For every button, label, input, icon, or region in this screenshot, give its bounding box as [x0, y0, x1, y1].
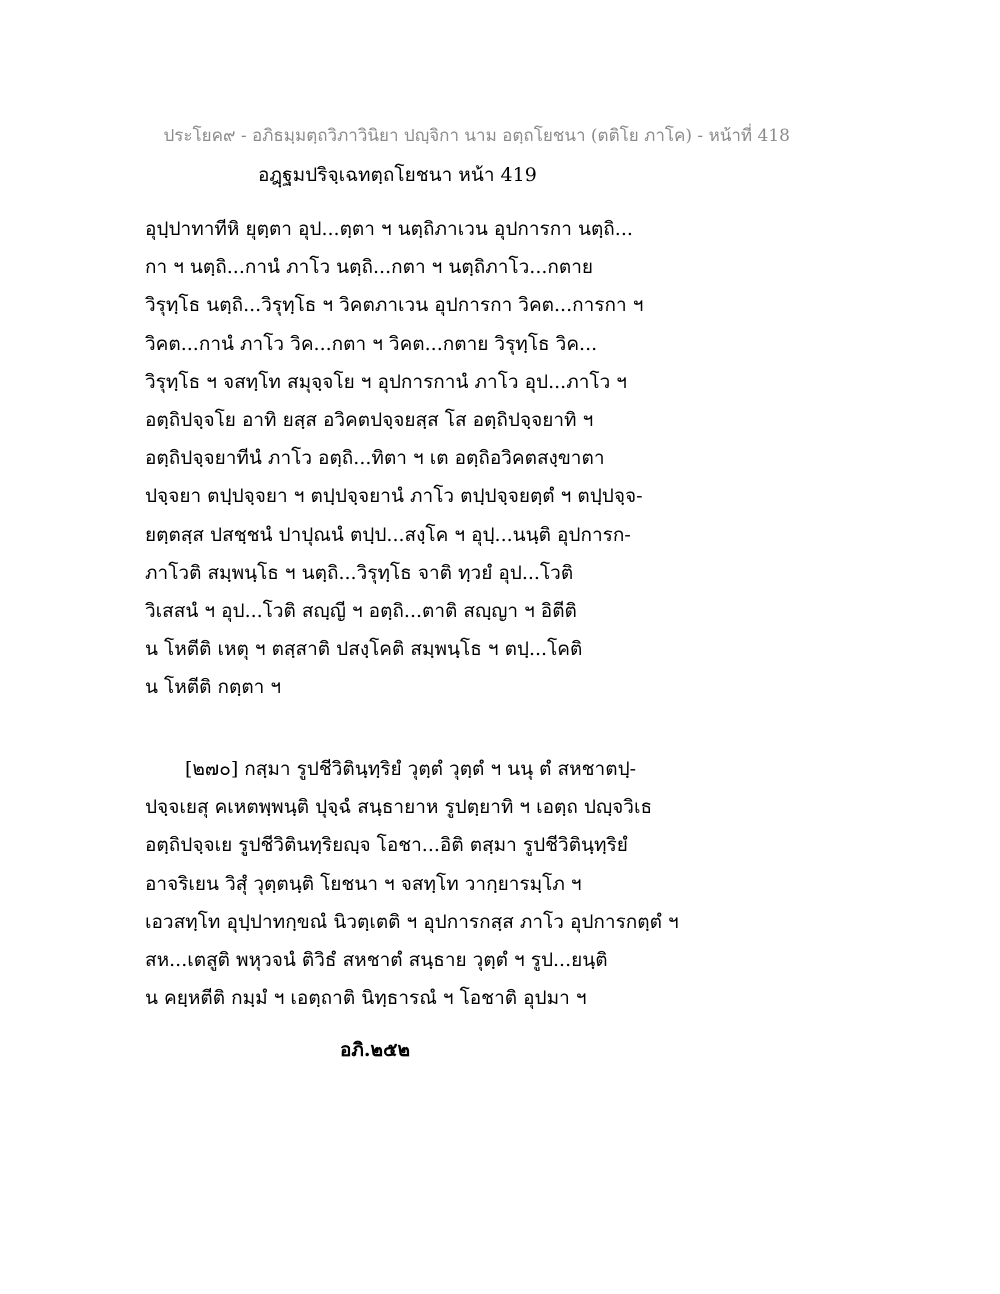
text-line: อาจริเยน วิสุํ วุตฺตนฺติ โยชนา ฯ จสทฺโท วากฺยารมฺโภ ฯ	[145, 872, 582, 895]
section-title: อฎฺฐมปริจฺเฉทตฺถโยชนา หน้า 419	[258, 164, 537, 186]
text-line: วิรุทฺโธ นตฺถิ...วิรุทฺโธ ฯ วิคตภาเวน อุปการกา วิคต...การกา ฯ	[145, 294, 644, 317]
text-line: น โหตีติ เหตุ ฯ ตสฺสาติ ปสงฺโคติ สมฺพนฺโธ ฯ ตปฺ...โคติ	[145, 638, 583, 661]
text-line: [๒๗๐] กสฺมา รูปชีวิตินฺทฺริยํ วุตฺตํ วุตฺตํ ฯ นนุ ตํ สหชาตปฺ-	[185, 758, 637, 780]
text-line: เอวสทฺโท อุปฺปาทกฺขณํ นิวตฺเตติ ฯ อุปการกสฺส ภาโว อุปการกตฺตํ ฯ	[145, 910, 679, 933]
text-line: ปจฺจยา ตปฺปจฺจยา ฯ ตปฺปจฺจยานํ ภาโว ตปฺปจฺจยตฺตํ ฯ ตปฺปจฺจ-	[145, 485, 643, 508]
text-line: ปจฺจเยสุ คเหตพฺพนฺติ ปุจฺฉํ สนฺธายาห รูปตฺยาทิ ฯ เอตฺถ ปญฺจวิเธ	[145, 796, 653, 819]
text-line: ยตฺตสฺส ปสชฺชนํ ปาปุณนํ ตปฺป...สงฺโค ฯ อุปฺ...นนฺติ อุปการก-	[145, 523, 631, 546]
text-line: น โหตีติ กตฺตา ฯ	[145, 676, 282, 699]
text-line: ภาโวติ สมฺพนฺโธ ฯ นตฺถิ...วิรุทฺโธ จาติ ทฺวยํ อุป...โวติ	[145, 561, 574, 584]
text-line: สห...เตสูติ พหุวจนํ ติวิธํ สหชาตํ สนฺธาย วุตฺตํ ฯ รูป...ยนฺติ	[145, 948, 608, 971]
text-line: วิรุทฺโธ ฯ จสทฺโท สมุจฺจโย ฯ อุปการกานํ ภาโว อุป...ภาโว ฯ	[145, 370, 627, 393]
text-line: อตฺถิปจฺจยาทีนํ ภาโว อตฺถิ...ทิตา ฯ เต อตฺถิอวิคตสงฺขาตา	[145, 447, 605, 470]
page-mark: อภิ.๒๕๒	[340, 1039, 410, 1061]
text-line: น คยฺหตีติ กมฺมํ ฯ เอตฺถาติ นิทฺธารณํ ฯ โอชาติ อุปมา ฯ	[145, 987, 587, 1010]
text-line: กา ฯ นตฺถิ...กานํ ภาโว นตฺถิ...กตา ฯ นตฺถิภาโว...กตาย	[145, 256, 594, 279]
text-line: วิคต...กานํ ภาโว วิค...กตา ฯ วิคต...กตาย วิรุทฺโธ วิค...	[145, 332, 598, 355]
text-line: อตฺถิปจฺจเย รูปชีวิตินทฺริยญฺจ โอชา...อิติ ตสฺมา รูปชีวิตินฺทฺริยํ	[145, 834, 628, 857]
running-header: ประโยค๙ - อภิธมฺมตฺถวิภาวินิยา ปญฺจิกา นาม อตฺถโยชนา (ตติโย ภาโค) - หน้าที่ 418	[163, 126, 790, 146]
paragraph-1	[145, 210, 765, 706]
text-line: อตฺถิปจฺจโย อาทิ ยสฺส อวิคตปจฺจยสฺส โส อตฺถิปจฺจยาทิ ฯ	[145, 408, 594, 431]
paragraph-2	[145, 750, 765, 1017]
text-line: วิเสสนํ ฯ อุป...โวติ สญฺญี ฯ อตฺถิ...ตาติ สญฺญา ฯ อิตีติ	[145, 599, 577, 622]
text-line: อุปฺปาทาทีหิ ยุตฺตา อุป...ตฺตา ฯ นตฺถิภาเวน อุปการกา นตฺถิ...	[145, 218, 633, 240]
